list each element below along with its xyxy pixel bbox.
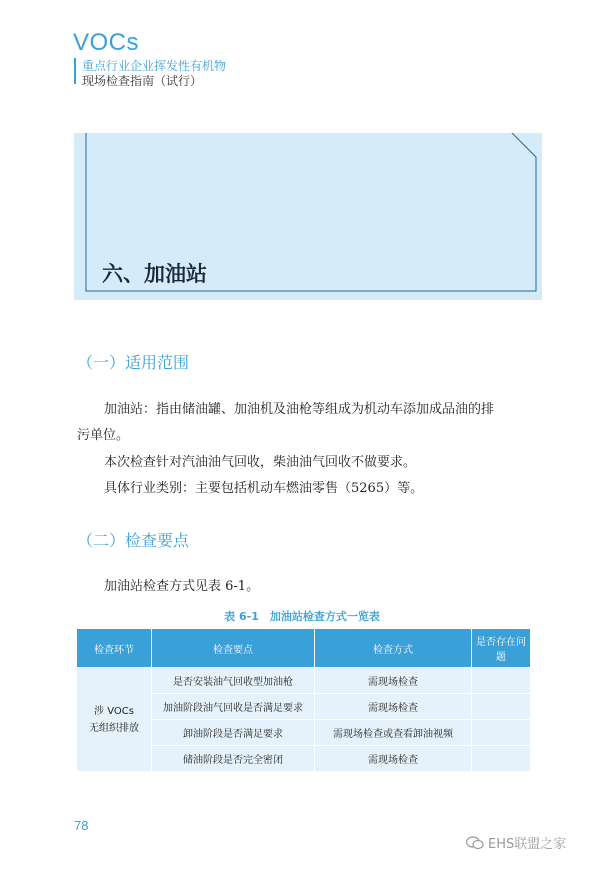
chapter-title: 六、加油站: [102, 262, 207, 286]
table-cell-method: 需现场检查: [315, 694, 472, 720]
table-cell-point: 是否安装油气回收型加油枪: [152, 668, 315, 694]
group-label-line2: 无组织排放: [89, 722, 139, 734]
watermark-text: EHS联盟之家: [488, 837, 567, 852]
paragraph-table-reference: 加油站检查方式见表 6-1。: [104, 579, 260, 594]
table-cell-point: 卸油阶段是否满足要求: [152, 720, 315, 746]
table-header-cell: 是否存在问题: [472, 629, 531, 668]
table-header-cell: 检查方式: [315, 629, 472, 668]
table-header-cell: 检查环节: [77, 629, 152, 668]
table-cell-method: 需现场检查: [315, 746, 472, 772]
header-title: VOCs: [73, 29, 140, 56]
table-cell-method: 需现场检查: [315, 668, 472, 694]
table-row: [77, 668, 531, 694]
table-cell-issue: [472, 694, 531, 720]
header-subtitle-1: 重点行业企业挥发性有机物: [82, 59, 227, 73]
table-caption: 表 6-1 加油站检查方式一览表: [224, 610, 380, 623]
page-number: 78: [74, 818, 89, 833]
paragraph-industry-category: 具体行业类别：主要包括机动车燃油零售（5265）等。: [104, 481, 424, 496]
header-accent-bar: [74, 58, 76, 84]
group-label-cell: [77, 668, 152, 772]
section-heading-inspection: （二）检查要点: [77, 531, 190, 550]
table-cell-issue: [472, 668, 531, 694]
watermark: [466, 833, 566, 852]
paragraph-scope-note: 本次检查针对汽油油气回收，柴油油气回收不做要求。: [104, 455, 417, 470]
table-cell-issue: [472, 746, 531, 772]
paragraph-definition-line2: 污单位。: [77, 428, 130, 443]
table-header-cell: 检查要点: [152, 629, 315, 668]
group-label-line1: 涉 VOCs: [94, 705, 134, 717]
paragraph-definition-line1: 加油站：指由储油罐、加油机及油枪等组成为机动车添加成品油的排: [104, 402, 495, 417]
table-cell-point: 储油阶段是否完全密闭: [152, 746, 315, 772]
table-header-row: [77, 629, 531, 668]
table-cell-issue: [472, 720, 531, 746]
section-heading-scope: （一）适用范围: [77, 353, 190, 372]
wechat-icon: [466, 836, 484, 850]
table-cell-point: 加油阶段油气回收是否满足要求: [152, 694, 315, 720]
inspection-table: [76, 628, 531, 772]
table-cell-method: 需现场检查或查看卸油视频: [315, 720, 472, 746]
header-subtitle-2: 现场检查指南（试行）: [82, 74, 203, 88]
